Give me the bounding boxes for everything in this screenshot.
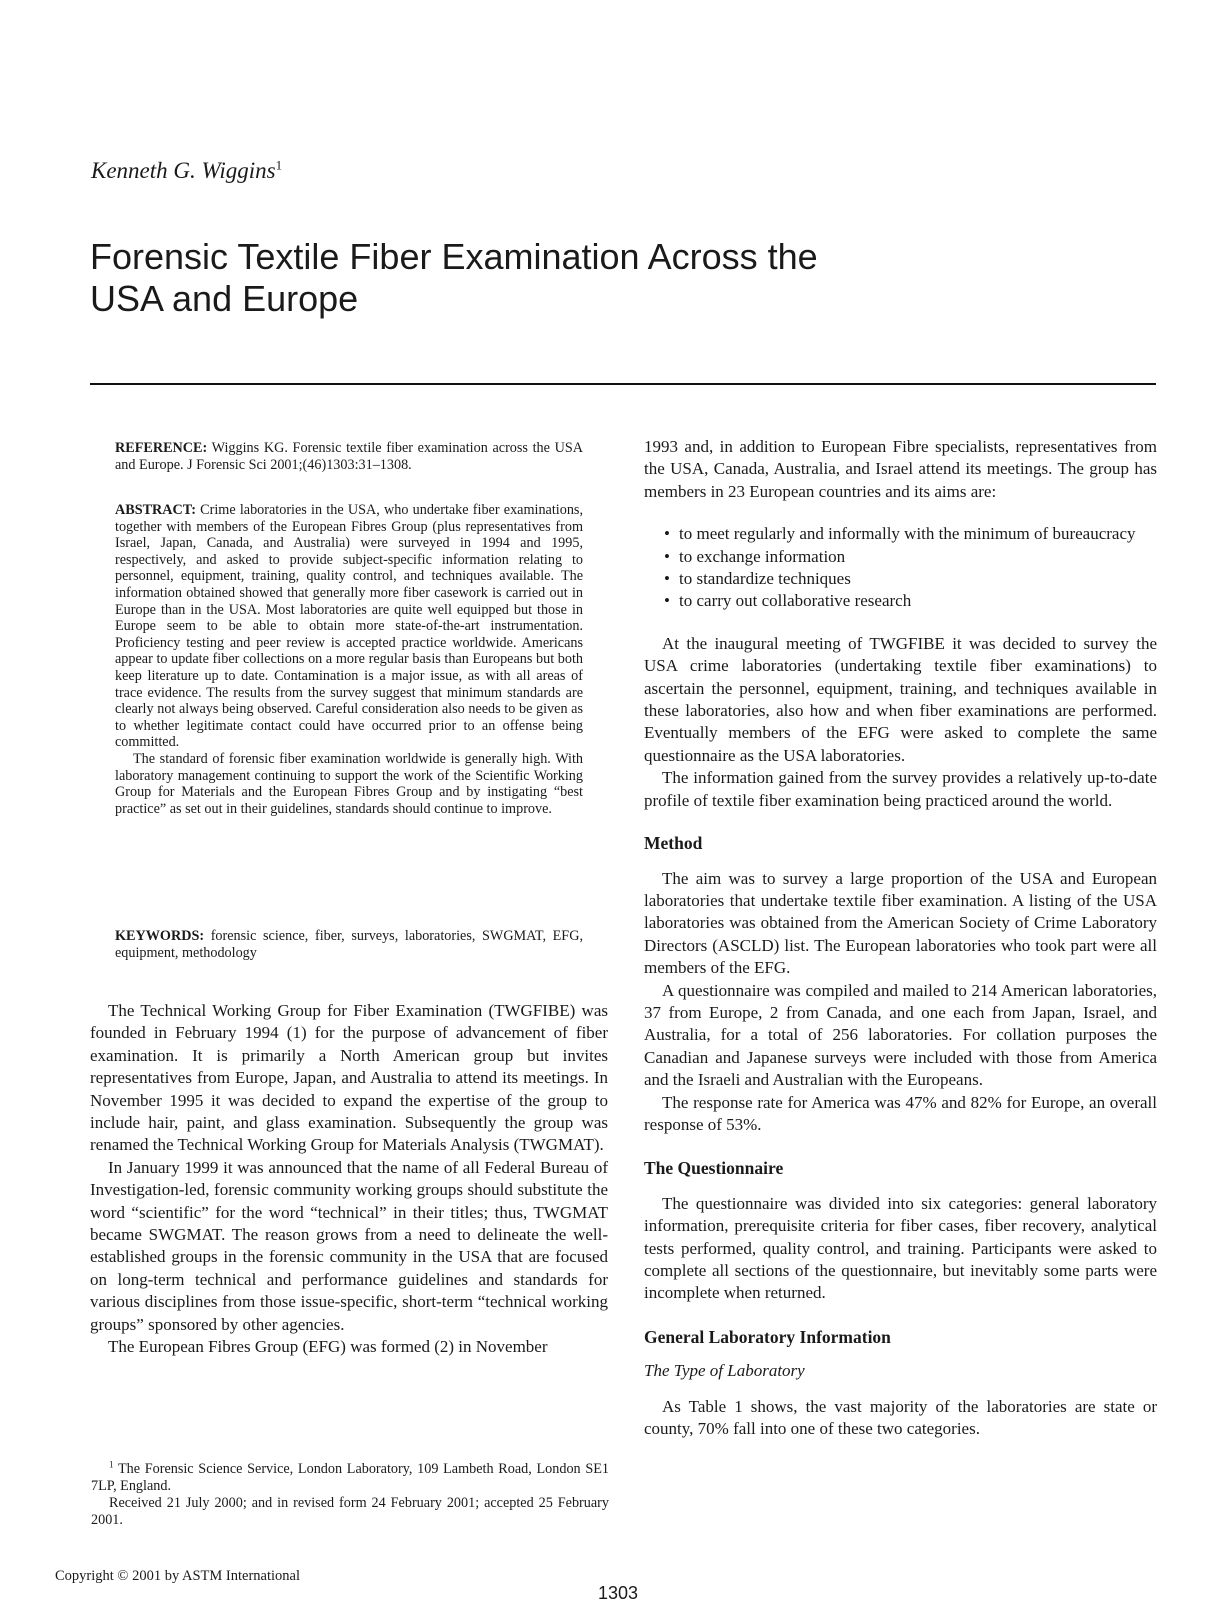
abstract-label: ABSTRACT: — [115, 502, 196, 518]
author-name-text: Kenneth G. Wiggins — [91, 158, 276, 183]
efg-aims-list — [644, 523, 1157, 613]
reference-label: REFERENCE: — [115, 440, 208, 456]
bullet-icon: • — [664, 591, 670, 611]
footnotes — [91, 1461, 609, 1529]
footnote-marker: 1 — [109, 1459, 114, 1470]
list-item — [644, 523, 1157, 545]
section-heading-method: Method — [644, 833, 703, 854]
section-heading-questionnaire: The Questionnaire — [644, 1158, 784, 1179]
body-paragraph-efg-continued: 1993 and, in addition to European Fibre specialists, representatives from the USA, Canada, Australia, and Israel attend its meetings. The group has members in 23 European countries and its aims are: — [644, 437, 1157, 501]
abstract-paragraph-2: The standard of forensic fiber examination worldwide is generally high. With laboratory management continuing to support the work of the Scientific Working Group for Materials and the European Fibres Group and by instigating “best practice” as set out in their guidelines, standards should continue to improve. — [115, 750, 583, 817]
author-name — [91, 158, 282, 184]
left-column-body — [90, 1000, 608, 1359]
method-paragraph-1: The aim was to survey a large proportion of the USA and European laboratories that undertake textile fiber examination. A listing of the USA laboratories was obtained from the American Society of Crime Laboratory Directors (ASCLD) list. The European laboratories who took part were all members of the EFG. — [644, 868, 1157, 978]
copyright-notice: Copyright © 2001 by ASTM International — [55, 1568, 301, 1584]
body-paragraph-inaugural: At the inaugural meeting of TWGFIBE it was decided to survey the USA crime laboratories (undertaking textile fiber examinations) to ascertain the personnel, equipment, training, and techniques available in these laboratories, also how and when fiber examinations are performed. Eventually members of the EFG were asked to complete the same questionnaire as the USA laboratories. — [644, 633, 1157, 765]
keywords-text: forensic science, fiber, surveys, laboratories, SWGMAT, EFG, equipment, methodology — [115, 928, 583, 961]
keywords-block — [115, 928, 583, 961]
page-number: 1303 — [598, 1583, 639, 1603]
list-item — [644, 546, 1157, 568]
method-paragraph-2: A questionnaire was compiled and mailed to 214 American laboratories, 37 from Europe, 2 from Canada, and one each from Japan, Israel, and Australia, for a total of 256 laboratories. For collation purposes the Canadian and Japanese surveys were included with those from America and the Israeli and Australian with the Europeans. — [644, 980, 1157, 1090]
author-footnote-marker: 1 — [275, 157, 283, 173]
abstract-text: Crime laboratories in the USA, who undertake fiber examinations, together with members of the European Fibres Group (plus representatives from Israel, Japan, Canada, and Australia) were surveyed in 1994 and 1995, respectively, and asked to provide subject-specific information relating to personnel, equipment, training, quality control, and techniques available. The information obtained showed that generally more fiber casework is carried out in Europe than in the USA. Most laboratories are quite well equipped but those in Europe seem to be able to obtain more state-of-the-art instrumentation. Proficiency testing and peer review is accepted practice worldwide. Americans appear to update fiber collections on a more regular basis than Europeans but both keep literature up to date. Contamination is a major issue, as with all areas of trace evidence. The results from the survey suggest that minimum standards are clearly not always being observed. Careful consideration also needs to be given as to whether legitimate contact could have occurred prior to an offense being committed. — [115, 502, 583, 751]
subheading-type-of-laboratory: The Type of Laboratory — [644, 1361, 805, 1381]
article-title — [90, 236, 990, 320]
bullet-icon: • — [664, 569, 670, 589]
article-title-line-2: USA and Europe — [90, 278, 359, 319]
body-paragraph-swgmat: In January 1999 it was announced that the name of all Federal Bureau of Investigation-led, forensic community working groups should substitute the word “scientific” for the word “technical” in their titles; thus, TWGMAT became SWGMAT. The reason grows from a need to delineate the well-established groups in the forensic community in the USA that are focused on long-term technical and performance guidelines and standards for various disciplines from those issue-specific, short-term “technical working groups” sponsored by other agencies. — [90, 1157, 608, 1334]
questionnaire-paragraph: The questionnaire was divided into six categories: general laboratory information, prerequisite criteria for fiber cases, fiber recovery, analytical tests performed, quality control, and training. Participants were asked to complete all sections of the questionnaire, but inevitably some parts were incomplete when returned. — [644, 1193, 1157, 1303]
body-paragraph-efg: The European Fibres Group (EFG) was formed (2) in November — [108, 1337, 548, 1357]
footnote-received: Received 21 July 2000; and in revised form 24 February 2001; accepted 25 February 2001. — [91, 1495, 609, 1528]
title-divider — [90, 383, 1156, 385]
right-column-body — [644, 436, 1157, 1440]
reference-text: Wiggins KG. Forensic textile fiber examination across the USA and Europe. J Forensic Sci 2001;(46)1303:31–1308. — [115, 440, 583, 473]
reference-block — [115, 440, 583, 473]
body-paragraph-twgfibe: The Technical Working Group for Fiber Examination (TWGFIBE) was founded in February 1994 (1) for the purpose of advancement of fiber examination. It is primarily a North American group but invites representatives from Europe, Japan, and Australia to attend its meetings. In November 1995 it was decided to expand the expertise of the group to include hair, paint, and glass examination. Subsequently the group was renamed the Technical Working Group for Materials Analysis (TWGMAT). — [90, 1001, 608, 1155]
abstract-block — [115, 502, 583, 817]
bullet-icon: • — [664, 524, 670, 544]
list-item-text: to exchange information — [679, 546, 846, 566]
keywords-label: KEYWORDS: — [115, 928, 205, 944]
list-item-text: to meet regularly and informally with the minimum of bureaucracy — [679, 524, 1136, 544]
list-item-text: to carry out collaborative research — [679, 591, 912, 611]
type-of-laboratory-paragraph: As Table 1 shows, the vast majority of the laboratories are state or county, 70% fall into one of these two categories. — [644, 1396, 1157, 1439]
bullet-icon: • — [664, 546, 670, 566]
list-item — [644, 590, 1157, 612]
body-paragraph-profile: The information gained from the survey provides a relatively up-to-date profile of textile fiber examination being practiced around the world. — [644, 768, 1157, 810]
footnote-affiliation: The Forensic Science Service, London Laboratory, 109 Lambeth Road, London SE1 7LP, England. — [91, 1461, 609, 1494]
article-title-line-1: Forensic Textile Fiber Examination Across the — [90, 236, 818, 277]
list-item-text: to standardize techniques — [679, 569, 851, 589]
section-heading-general-lab-info: General Laboratory Information — [644, 1326, 891, 1347]
list-item — [644, 568, 1157, 590]
method-paragraph-3: The response rate for America was 47% and 82% for Europe, an overall response of 53%. — [644, 1092, 1157, 1134]
